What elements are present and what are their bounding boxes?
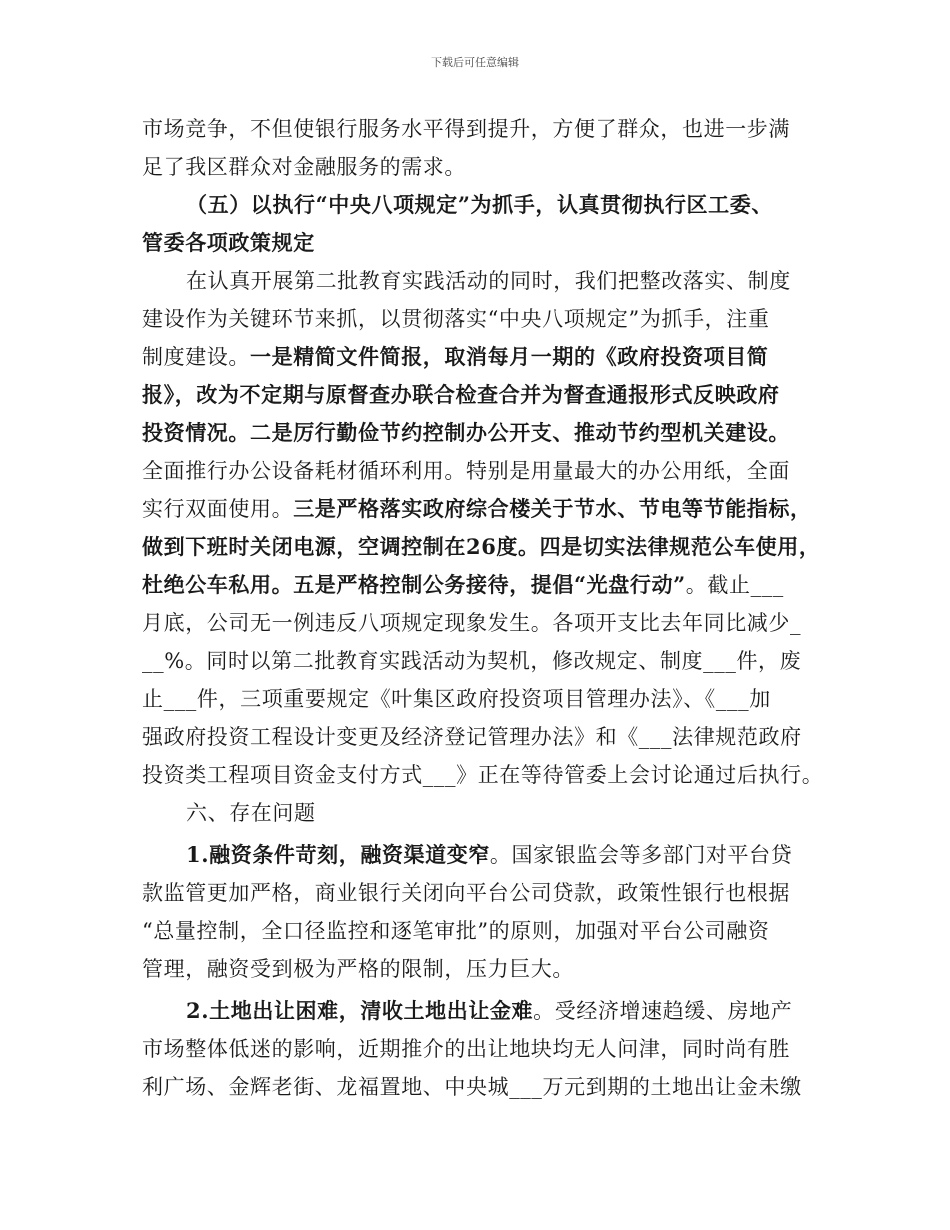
text-run: 强政府投资工程设计变更及经济登记管理办法》和《___法律规范政府 — [142, 725, 802, 749]
body-line — [142, 452, 828, 490]
bold-run: 一是精简文件简报，取消每月一期的《政府投资项目简 — [250, 344, 769, 369]
text-run: 利广场、金辉老街、龙福置地、中央城___万元到期的土地出让金未缴 — [142, 1075, 802, 1099]
section-title — [142, 794, 828, 832]
text-run: 在认真开展第二批教育实践活动的同时，我们把整改落实、制度 — [186, 269, 791, 293]
text-run: 市场竞争，不但使银行服务水平得到提升，方便了群众，也进一步满 — [142, 117, 790, 141]
text-run: 。受经济增速趋缓、房地产 — [533, 999, 793, 1023]
text-run: 。截止___ — [685, 573, 784, 597]
body-line — [142, 604, 828, 642]
bold-run: 投资情况。二是厉行勤俭节约控制办公开支、推动节约型机关建设。 — [142, 420, 790, 445]
text-run: 足了我区群众对金融服务的需求。 — [142, 155, 466, 179]
body-line — [142, 414, 828, 452]
text-run: 管委各项政策规定 — [142, 230, 315, 255]
bold-run: 1.融资条件苛刻，融资渠道变窄 — [186, 842, 490, 867]
body-line — [142, 300, 828, 338]
issue-item — [142, 992, 828, 1030]
text-run: 建设作为关键环节来抓，以贯彻落实“中央八项规定”为抓手，注重 — [142, 307, 770, 331]
text-run: 投资类工程项目资金支付方式___》正在等待管委上会讨论通过后执行。 — [142, 763, 824, 787]
text-run: 全面推行办公设备耗材循环利用。特别是用量最大的办公用纸，全面 — [142, 459, 790, 483]
text-run: （五）以执行“中央八项规定”为抓手，认真贯彻执行区工委、 — [186, 192, 773, 217]
bold-run: 2.土地出让困难，清收土地出让金难 — [186, 998, 534, 1023]
body-line — [142, 874, 828, 912]
bold-run: 三是严格落实政府综合楼关于节水、节电等节能指标， — [293, 496, 812, 521]
body-line — [142, 148, 828, 186]
text-run: 月底，公司无一例违反八项规定现象发生。各项开支比去年同比减少_ — [142, 611, 802, 635]
body-line — [142, 642, 828, 680]
text-run: 款监管更加严格，商业银行关闭向平台公司贷款，政策性银行也根据 — [142, 881, 790, 905]
body-line — [142, 718, 828, 756]
text-run: __%。同时以第二批教育实践活动为契机，修改规定、制度___件，废 — [142, 649, 802, 673]
body-line — [142, 756, 828, 794]
issue-item — [142, 836, 828, 874]
document-body — [142, 110, 828, 1106]
body-line — [142, 338, 828, 376]
body-line — [142, 110, 828, 148]
bold-run: 做到下班时关闭电源，空调控制在26度。四是切实法律规范公车使用， — [142, 534, 821, 559]
body-line — [142, 490, 828, 528]
body-line — [142, 566, 828, 604]
bold-run: 杜绝公车私用。五是严格控制公务接待，提倡“光盘行动” — [142, 572, 686, 597]
text-run: 止___件，三项重要规定《叶集区政府投资项目管理办法》、《___加 — [142, 687, 771, 711]
body-line — [142, 528, 828, 566]
section-heading-cont — [142, 224, 828, 262]
text-run: 制度建设。 — [142, 345, 250, 369]
body-line — [142, 912, 828, 950]
body-line — [142, 1068, 828, 1106]
text-run: 实行双面使用。 — [142, 497, 294, 521]
body-line — [142, 376, 828, 414]
body-line — [142, 1030, 828, 1068]
body-line — [142, 262, 828, 300]
text-run: 管理，融资受到极为严格的限制，压力巨大。 — [142, 957, 574, 981]
page-header: 下载后可任意编辑 — [431, 56, 519, 69]
text-run: 。国家银监会等多部门对平台贷 — [489, 843, 793, 867]
text-run: 市场整体低迷的影响，近期推介的出让地块均无人问津，同时尚有胜 — [142, 1037, 790, 1061]
text-run: “总量控制，全口径监控和逐笔审批”的原则，加强对平台公司融资 — [142, 919, 770, 943]
section-heading — [142, 186, 828, 224]
text-run: 六、存在问题 — [186, 801, 316, 825]
bold-run: 报》，改为不定期与原督查办联合检查合并为督查通报形式反映政府 — [142, 382, 780, 407]
body-line — [142, 680, 828, 718]
body-line — [142, 950, 828, 988]
